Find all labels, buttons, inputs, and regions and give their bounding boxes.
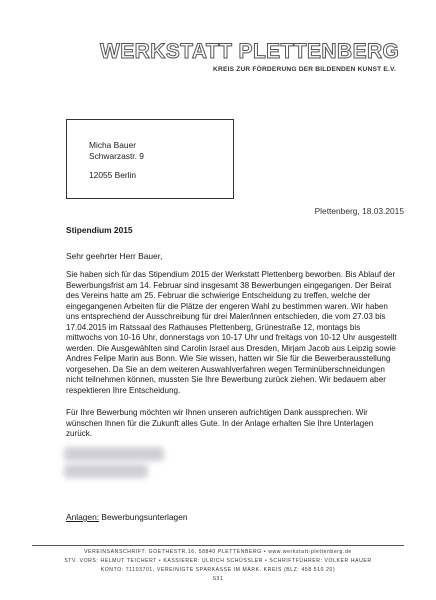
attachments-label: Anlagen:: [66, 512, 100, 522]
paragraph-line: nicht teilnehmen können, mussten Sie Ihre Bewerbung zurück ziehen. Wir bedauern aber: [66, 375, 386, 384]
blurred-signer-name: [64, 464, 148, 478]
recipient-city: 12055 Berlin: [89, 170, 137, 180]
recipient-address-box: [66, 119, 234, 199]
letter-subject: Stipendium 2015: [66, 225, 133, 235]
paragraph-line: wünschen Ihnen für die Zukunft alles Gute. In der Anlage erhalten Sie Ihre Unterlagen: [66, 418, 374, 428]
paragraph-line: eingegangenen Arbeiten für die Plätze der engeren Wahl zu bestimmen waren. Wir haben: [66, 301, 388, 311]
attachments-value: Bewerbungsunterlagen: [101, 512, 188, 522]
recipient-street: Schwarzastr. 9: [89, 151, 144, 161]
footer-board: STV. VORS: HELMUT TEICHERT • KASSIERER: ULRICH SCHÜSSLER • SCHRIFTFÜHRER: VOLKER HAUER: [64, 558, 372, 564]
letter-salutation: Sehr geehrter Herr Bauer,: [66, 251, 163, 261]
paragraph-line: vorgesehen. Da Sie an dem weiteren Auswahlverfahren wegen Terminüberschneidungen: [66, 364, 385, 374]
paragraph-line: des Vereins hatte am 25. Februar die schwierige Entscheidung zu treffen, welche der: [66, 291, 371, 300]
blurred-signature: [64, 447, 164, 461]
paragraph-line: respektieren Ihre Entscheidung.: [66, 385, 181, 395]
paragraph-line: werden. Die Ausgewählten sind Carolin Israel aus Dresden, Mirjam Jacob aus Leipzig sowie: [66, 343, 396, 353]
footer-address: VEREINSANSCHRIFT: GOETHESTR.16, 58840 PLETTENBERG • www.werkstatt-plettenberg.de: [84, 549, 352, 555]
recipient-name: Micha Bauer: [89, 140, 137, 150]
body-paragraph-1: [66, 270, 416, 396]
letterhead-logo: [100, 40, 400, 78]
paragraph-line: Für Ihre Bewerbung möchten wir Ihnen unseren aufrichtigen Dank aussprechen. Wir: [66, 408, 368, 417]
paragraph-line: Andres Felipe Marin aus Bonn. Wie Sie wissen, hatten wir Sie für die Bewerberausstellung: [66, 354, 391, 363]
letterhead-title: WERKSTATT PLETTENBERG: [100, 40, 400, 63]
body-paragraph-2: [66, 408, 416, 440]
footer-bank: KONTO: 71103701, VEREINIGTE SPARKASSE IM MÄRK. KREIS (BLZ: 458 510 20): [100, 567, 336, 573]
footer-code: S31: [212, 576, 224, 582]
paragraph-line: 17.04.2015 im Ratssaal des Rathauses Plettenberg, Grünestraße 12, montags bis: [66, 322, 361, 332]
paragraph-line: uns entsprechend der Ausschreibung für drei Maler/innen entschieden, die vom 27.03 bis: [66, 312, 386, 321]
attachments-line: [66, 512, 188, 522]
paragraph-line: Bewerbungsfrist am 14. Februar sind insgesamt 38 Bewerbungen eingegangen. Der Beirat: [66, 280, 392, 290]
letterhead-subtitle: KREIS ZUR FÖRDERUNG DER BILDENDEN KUNST E.V.: [213, 66, 396, 73]
paragraph-line: zurück.: [66, 429, 93, 438]
paragraph-line: mittwochs von 10-16 Uhr, donnerstags von 10-17 Uhr und freitags von 10-12 Uhr ausgestellt: [66, 333, 397, 342]
letter-date: Plettenberg, 18.03.2015: [314, 206, 404, 216]
paragraph-line: Sie haben sich für das Stipendium 2015 der Werkstatt Plettenberg beworben. Bis Ablauf der: [66, 270, 396, 279]
footer-divider: [32, 545, 404, 546]
